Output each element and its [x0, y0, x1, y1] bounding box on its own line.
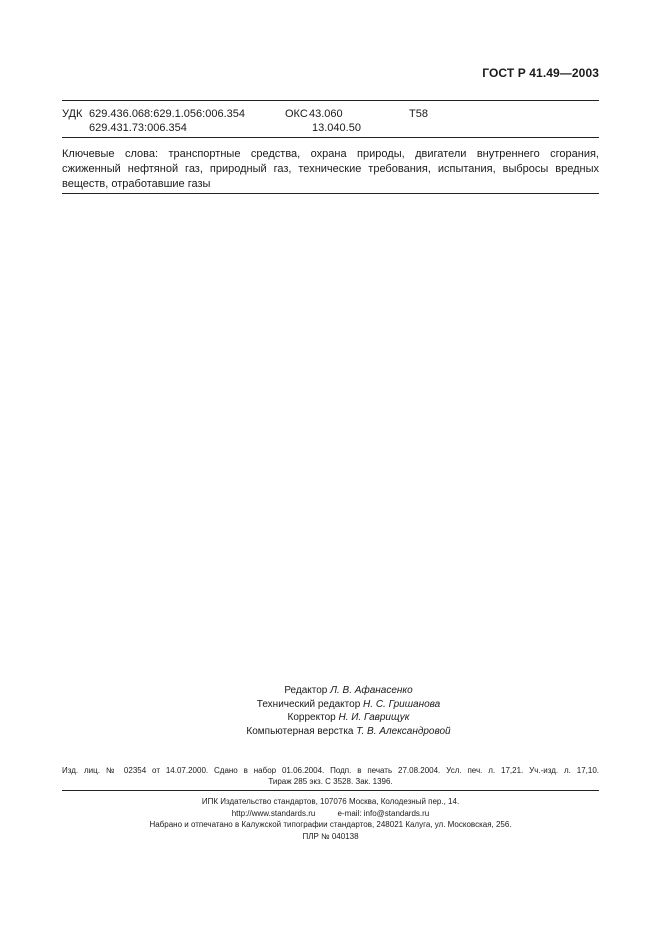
credit-corrector: [0, 711, 661, 725]
corrector-name: Н. И. Гаврищук: [338, 712, 410, 723]
printing-house: Набрано и отпечатано в Калужской типографии стандартов, 248021 Калуга, ул. Московская, 256.: [149, 820, 512, 829]
group-code: Т58: [409, 108, 428, 120]
credit-layout: [0, 725, 661, 739]
tech-editor-role: Технический редактор: [256, 698, 361, 710]
udk-label: УДК: [62, 108, 83, 120]
editor-name: Л. В. Афанасенко: [330, 685, 413, 696]
credits-block: [0, 684, 661, 738]
publisher-web-email: http://www.standards.ru e-mail: info@standards.ru: [231, 808, 430, 818]
credit-tech-editor: [0, 698, 661, 712]
license-line2: Тираж 285 экз. С 3528. Зак. 1396.: [268, 777, 393, 786]
corrector-role: Корректор: [287, 712, 336, 723]
tech-editor-name: Н. С. Гришанова: [363, 698, 441, 710]
print-license-info: [62, 765, 599, 787]
license-line1: Изд. лиц. № 02354 от 14.07.2000. Сдано в набор 01.06.2004. Подп. в печать 27.08.2004. Усл. печ. л. 17,21. Уч.-изд. л. 17,10.: [62, 766, 599, 775]
keywords-divider: [62, 193, 599, 194]
top-divider: [62, 100, 599, 101]
layout-name: Т. В. Александровой: [356, 725, 451, 737]
editor-role: Редактор: [284, 685, 328, 696]
keywords-paragraph: Ключевые слова: транспортные средства, охрана природы, двигатели внутреннего сгорания, сжиженный нефтяной газ, природный газ, технические требования, испытания, выбросы вредных веществ, отработавшие газы: [62, 148, 599, 190]
udk-code-line1: 629.436.068:629.1.056:006.354: [89, 108, 245, 120]
publisher-info: [0, 796, 661, 842]
layout-role: Компьютерная верстка: [246, 725, 354, 737]
standard-code-header: ГОСТ Р 41.49—2003: [482, 66, 599, 80]
publisher-address: ИПК Издательство стандартов, 107076 Москва, Колодезный пер., 14.: [201, 797, 460, 806]
udk-code-line2: 629.431.73:006.354: [89, 122, 187, 134]
license-divider: [62, 790, 599, 791]
credit-editor: [0, 684, 661, 698]
oks-label: ОКС: [285, 108, 308, 120]
oks-code-line1: 43.060: [309, 108, 343, 120]
classification-divider: [62, 137, 599, 138]
plr-number: ПЛР № 040138: [302, 831, 359, 841]
oks-code-line2: 13.040.50: [312, 122, 361, 134]
